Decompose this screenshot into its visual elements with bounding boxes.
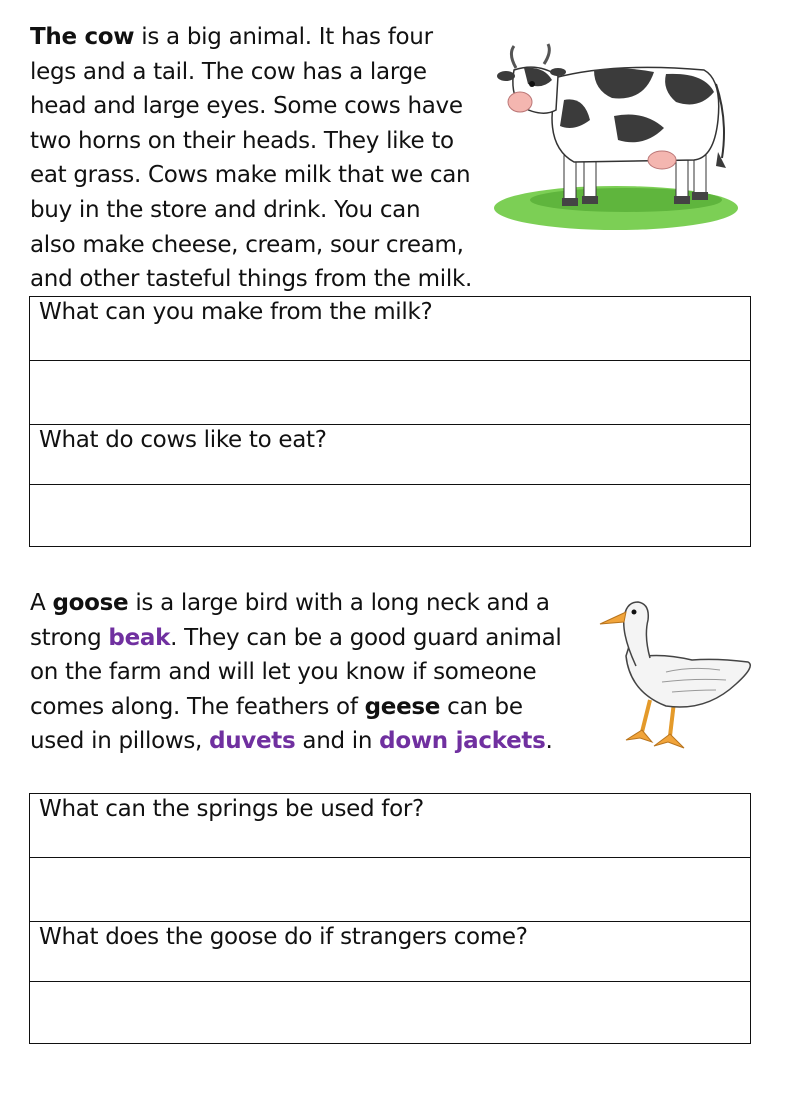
paragraph-line — [30, 621, 561, 656]
text-segment: used in pillows, — [30, 728, 210, 755]
question-cell — [30, 425, 751, 485]
cow-questions-table — [29, 296, 751, 547]
text-segment: is a big animal. It has four — [134, 24, 433, 50]
text-segment: two horns on their heads. They like to — [30, 127, 454, 154]
text-segment: and in — [295, 728, 380, 755]
text-segment: eat grass. Cows make milk that we can — [30, 162, 471, 189]
question-cell — [30, 922, 751, 982]
question-text: What does the goose do if strangers come? — [39, 924, 528, 950]
paragraph-line — [30, 55, 472, 90]
goose-paragraph — [30, 586, 561, 759]
paragraph-line — [30, 262, 472, 297]
paragraph-line — [30, 724, 561, 759]
goose-questions-table — [29, 793, 751, 1044]
highlighted-word: down jackets — [379, 728, 546, 755]
paragraph-line — [30, 655, 561, 690]
question-cell — [30, 297, 751, 361]
text-segment: head and large eyes. Some cows have — [30, 93, 463, 120]
text-segment: on the farm and will let you know if someone — [30, 659, 537, 686]
text-segment: is a large bird with a long neck and a — [128, 590, 550, 616]
text-segment: also make cheese, cream, sour cream, — [30, 231, 464, 258]
text-segment: and other tasteful things from the milk. — [30, 266, 472, 293]
text-segment: can be — [440, 693, 523, 720]
paragraph-line — [30, 586, 561, 621]
paragraph-line — [30, 20, 472, 55]
bold-word: goose — [52, 590, 129, 616]
answer-cell[interactable] — [30, 982, 751, 1044]
paragraph-line — [30, 690, 561, 725]
cow-paragraph — [30, 20, 472, 297]
paragraph-line — [30, 89, 472, 124]
paragraph-line — [30, 228, 472, 263]
text-segment: strong — [30, 624, 109, 651]
paragraph-line — [30, 124, 472, 159]
answer-cell[interactable] — [30, 361, 751, 425]
bold-word: geese — [364, 693, 441, 720]
paragraph-line — [30, 193, 472, 228]
cow-illustration — [494, 40, 744, 230]
text-segment: . — [545, 728, 553, 755]
highlighted-word: beak — [108, 624, 171, 651]
paragraph-line — [30, 158, 472, 193]
text-segment: comes along. The feathers of — [30, 693, 365, 720]
highlighted-word: duvets — [209, 728, 296, 755]
question-cell — [30, 794, 751, 858]
answer-cell[interactable] — [30, 485, 751, 547]
question-text: What do cows like to eat? — [39, 427, 327, 453]
answer-cell[interactable] — [30, 858, 751, 922]
text-segment: buy in the store and drink. You can — [30, 196, 421, 223]
bold-word: The cow — [30, 24, 135, 50]
text-segment: legs and a tail. The cow has a large — [30, 58, 427, 85]
text-segment: A — [30, 590, 53, 616]
question-text: What can the springs be used for? — [39, 796, 424, 822]
question-text: What can you make from the milk? — [39, 299, 433, 325]
goose-illustration — [596, 596, 756, 760]
text-segment: . They can be a good guard animal — [170, 624, 562, 651]
